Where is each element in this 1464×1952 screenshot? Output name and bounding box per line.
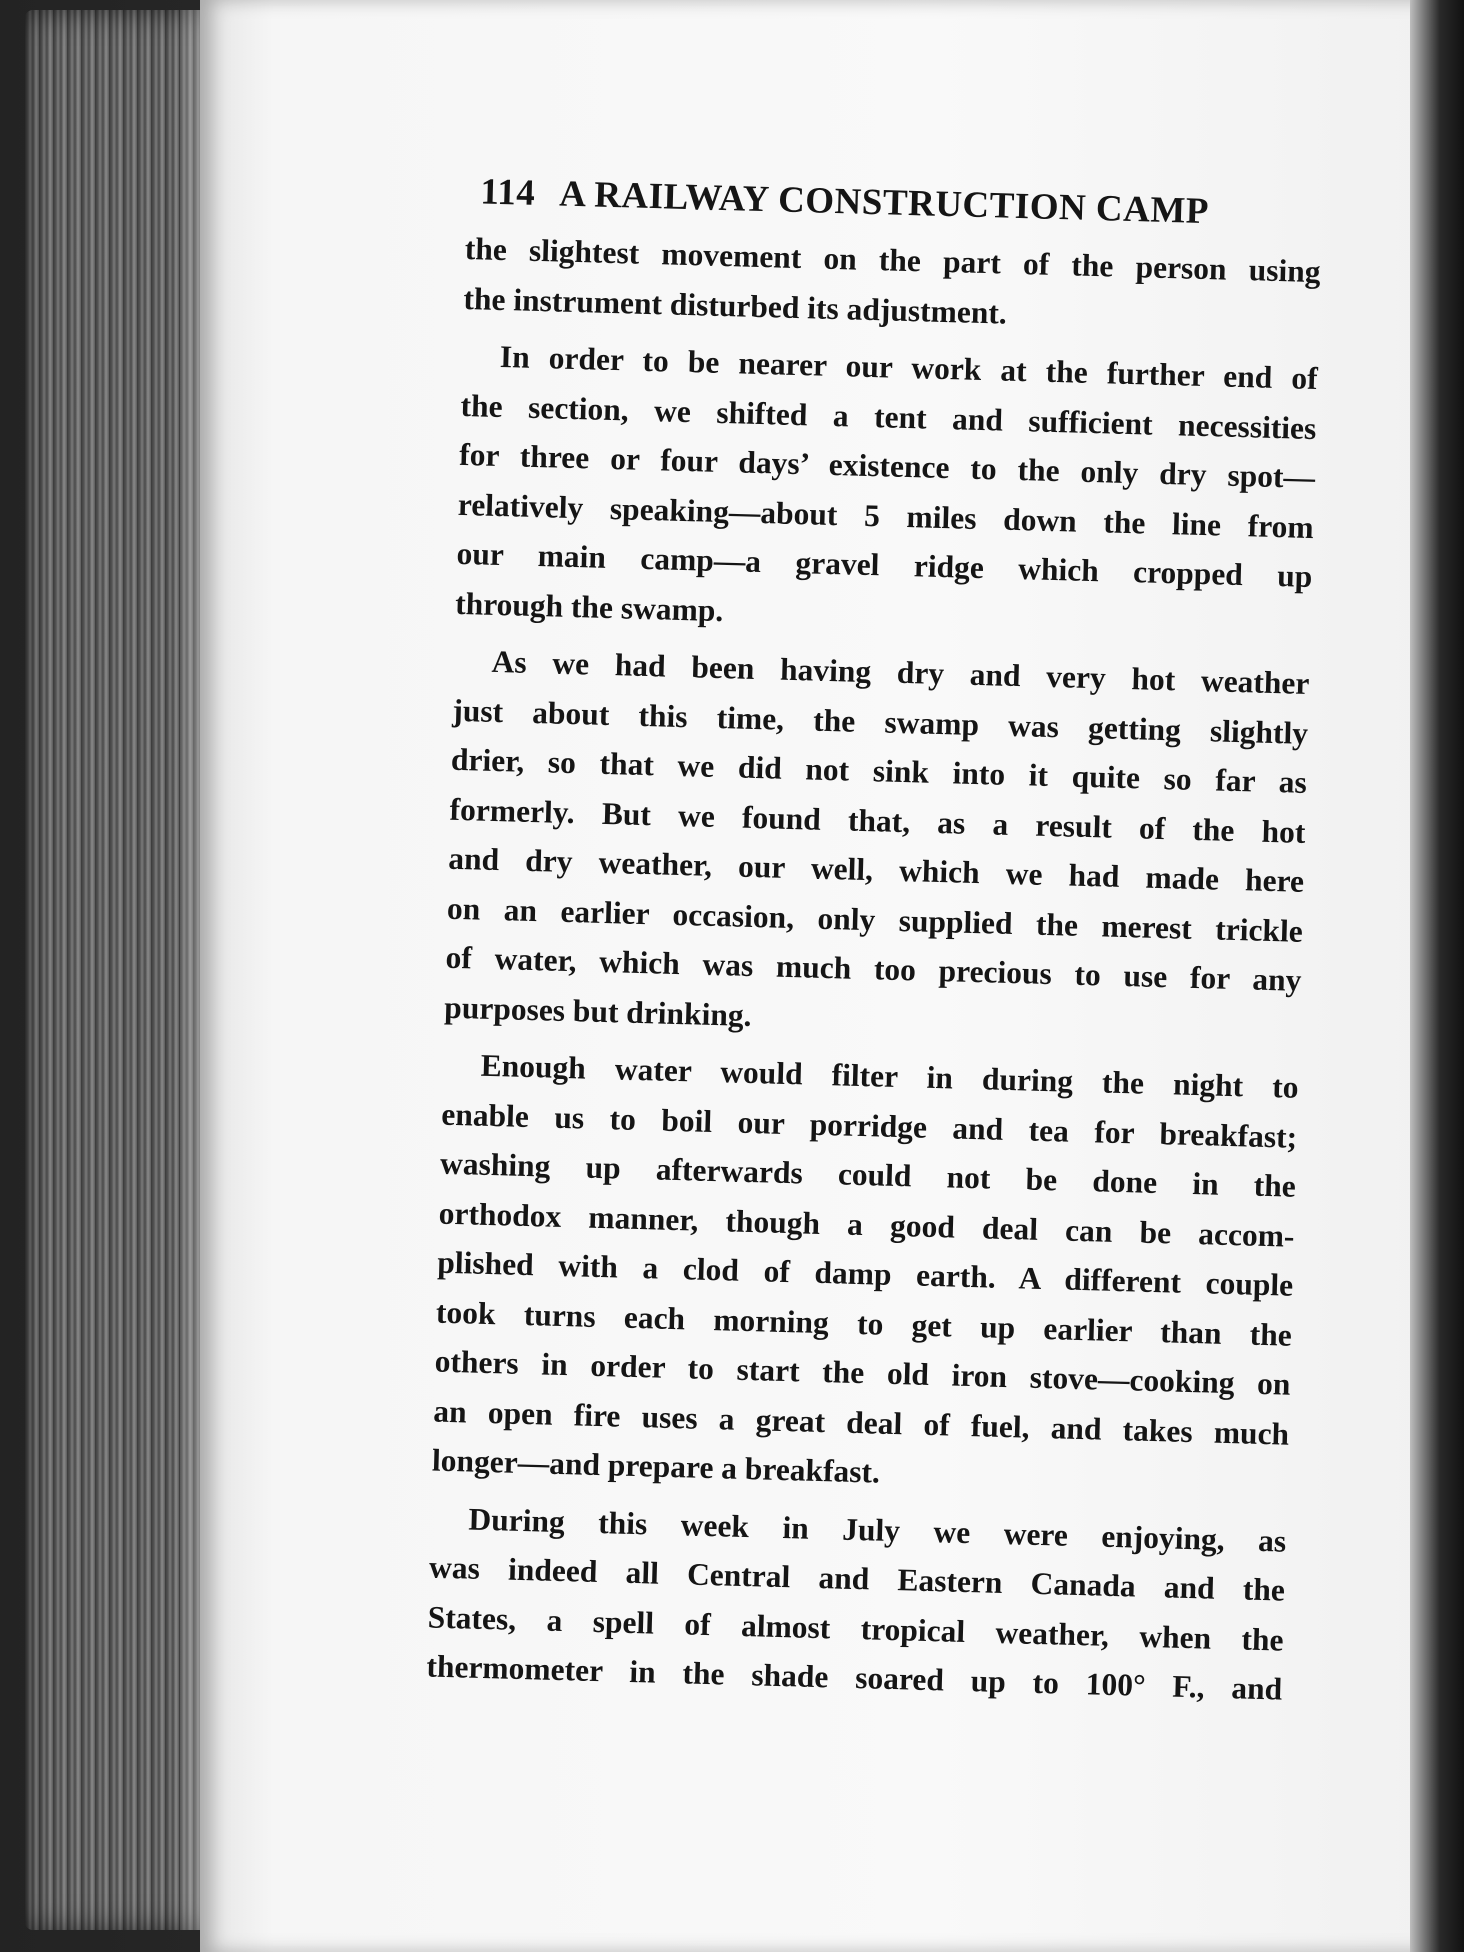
text-line: purposes but drinking. [443,989,752,1033]
text-line: just about this time, the swamp was getting slightly [451,692,1309,751]
text-line: relatively speaking—about 5 miles down the line from [457,486,1315,545]
text-line: the slightest movement on the part of the person using [464,230,1322,290]
text-line: longer—and prepare a breakfast. [431,1442,881,1490]
text-line: for three or four days’ existence to the only dry spot— [458,436,1316,496]
paragraph [426,1493,1311,1715]
paragraph [431,1040,1323,1509]
paragraph [444,636,1334,1056]
text-line: the section, we shifted a tent and sufficient necessities [460,387,1317,446]
text-line: the instrument disturbed its adjustment. [463,280,1008,331]
text-line: drier, so that we did not sink into it quite so far as [450,741,1308,800]
page-text [426,170,1347,1715]
text-line: our main camp—a gravel ridge which cropped up [456,535,1313,595]
text-line: of water, which was much too precious to use for any [445,939,1302,998]
page-gutter-shadow [1410,0,1464,1952]
text-line: took turns each morning to get up earlier than the [435,1294,1293,1353]
text-line: orthodox manner, though a good deal can be accom- [438,1195,1295,1254]
text-line: others in order to start the old iron stove—cooking on [434,1343,1291,1402]
text-line: through the swamp. [454,585,724,628]
page-number: 114 [479,171,536,214]
running-title: A RAILWAY CONSTRUCTION CAMP [558,173,1210,233]
text-line: thermometer in the shade soared up to 100° F., and [426,1648,1283,1707]
text-line: In order to be nearer our work at the further end of [499,338,1319,397]
text-line: on an earlier occasion, only supplied the merest trickle [446,890,1304,949]
text-line: was indeed all Central and Eastern Canada and the [428,1549,1286,1608]
text-line: As we had been having dry and very hot weather [491,643,1310,701]
text-line: States, a spell of almost tropical weather, when the [427,1598,1285,1658]
paragraph [455,331,1343,652]
text-line: enable us to boil our porridge and tea for breakfast; [440,1096,1298,1155]
text-line: an open fire uses a great deal of fuel, and takes much [432,1393,1290,1452]
text-line: formerly. But we found that, as a result of the hot [449,791,1306,850]
text-line: Enough water would filter in during the night to [480,1047,1299,1105]
text-line: washing up afterwards could not be done in the [439,1145,1297,1204]
text-line: During this week in July we were enjoying, as [468,1501,1287,1559]
text-line: plished with a clod of damp earth. A different couple [436,1244,1294,1303]
text-line: and dry weather, our well, which we had made here [447,840,1305,899]
